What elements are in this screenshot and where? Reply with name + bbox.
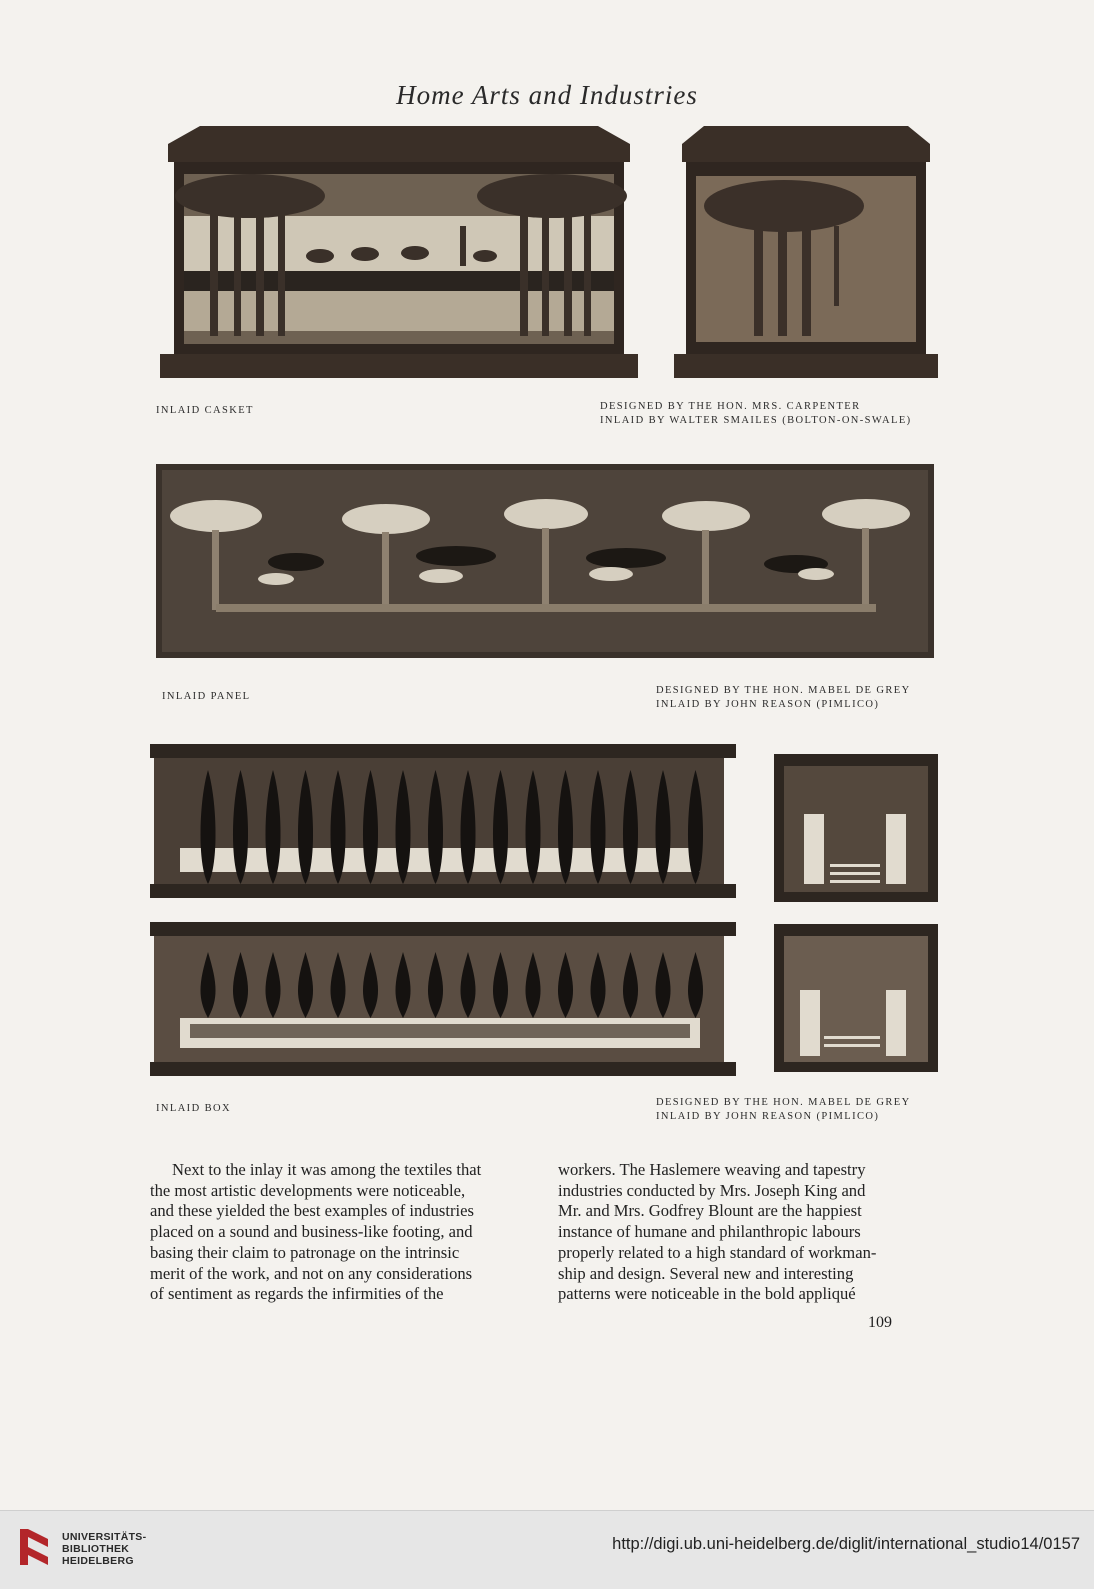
library-name-line: UNIVERSITÄTS- — [62, 1531, 147, 1543]
body-line: Next to the inlay it was among the textiles that — [172, 1160, 482, 1179]
library-logo-icon — [14, 1525, 54, 1569]
body-line: properly related to a high standard of workman- — [558, 1242, 877, 1262]
page-number: 109 — [868, 1314, 892, 1331]
casket-caption-credit-2: INLAID BY WALTER SMAILES (BOLTON-ON-SWALE) — [600, 415, 912, 426]
box-caption-credit-2: INLAID BY JOHN REASON (PIMLICO) — [656, 1111, 880, 1122]
library-name-line: HEIDELBERG — [62, 1555, 134, 1567]
panel-caption-credit-2: INLAID BY JOHN REASON (PIMLICO) — [656, 699, 880, 710]
box-front-illustration-top — [150, 744, 736, 898]
panel-illustration — [156, 464, 934, 658]
body-line: and these yielded the best examples of industries — [150, 1201, 474, 1221]
panel-caption-label: INLAID PANEL — [162, 691, 251, 702]
library-name — [62, 1531, 146, 1567]
box-caption-label: INLAID BOX — [156, 1103, 231, 1114]
panel-plate — [156, 464, 934, 658]
casket-caption-label: INLAID CASKET — [156, 405, 254, 416]
body-right-column — [558, 1160, 943, 1305]
body-line: patterns were noticeable in the bold appliqué — [558, 1284, 856, 1304]
body-line: placed on a sound and business-like footing, and — [150, 1222, 473, 1242]
body-line: industries conducted by Mrs. Joseph King and — [558, 1180, 866, 1200]
library-name-line: BIBLIOTHEK — [62, 1543, 130, 1555]
body-line: ship and design. Several new and interesting — [558, 1263, 854, 1283]
body-left-column — [150, 1160, 535, 1305]
casket-caption-credit-1: DESIGNED BY THE HON. MRS. CARPENTER — [600, 401, 861, 412]
body-line: basing their claim to patronage on the intrinsic — [150, 1242, 460, 1262]
box-side-illustration-top — [774, 754, 938, 902]
body-line: Mr. and Mrs. Godfrey Blount are the happiest — [558, 1201, 862, 1221]
box-front-illustration-bottom — [150, 922, 736, 1076]
body-line: workers. The Haslemere weaving and tapestry — [558, 1160, 866, 1179]
body-line: merit of the work, and not on any considerations — [150, 1263, 473, 1283]
panel-caption-credit-1: DESIGNED BY THE HON. MABEL DE GREY — [656, 685, 911, 696]
box-side-illustration-bottom — [774, 924, 938, 1072]
casket-side-illustration — [674, 126, 938, 378]
digitization-footer — [0, 1510, 1094, 1589]
source-url-link[interactable]: http://digi.ub.uni-heidelberg.de/diglit/international_studio14/0157 — [612, 1535, 1080, 1553]
casket-side-plate — [674, 126, 938, 378]
casket-front-illustration — [160, 126, 638, 378]
box-front-plate-bottom — [150, 922, 736, 1076]
body-line: the most artistic developments were noticeable, — [150, 1180, 466, 1200]
running-header: Home Arts and Industries — [396, 80, 698, 110]
box-side-plate-top — [774, 754, 938, 902]
casket-front-plate — [160, 126, 638, 378]
box-front-plate-top — [150, 744, 736, 898]
box-side-plate-bottom — [774, 924, 938, 1072]
body-line: of sentiment as regards the infirmities of the — [150, 1284, 444, 1304]
box-caption-credit-1: DESIGNED BY THE HON. MABEL DE GREY — [656, 1097, 911, 1108]
body-line: instance of humane and philanthropic labours — [558, 1222, 861, 1242]
